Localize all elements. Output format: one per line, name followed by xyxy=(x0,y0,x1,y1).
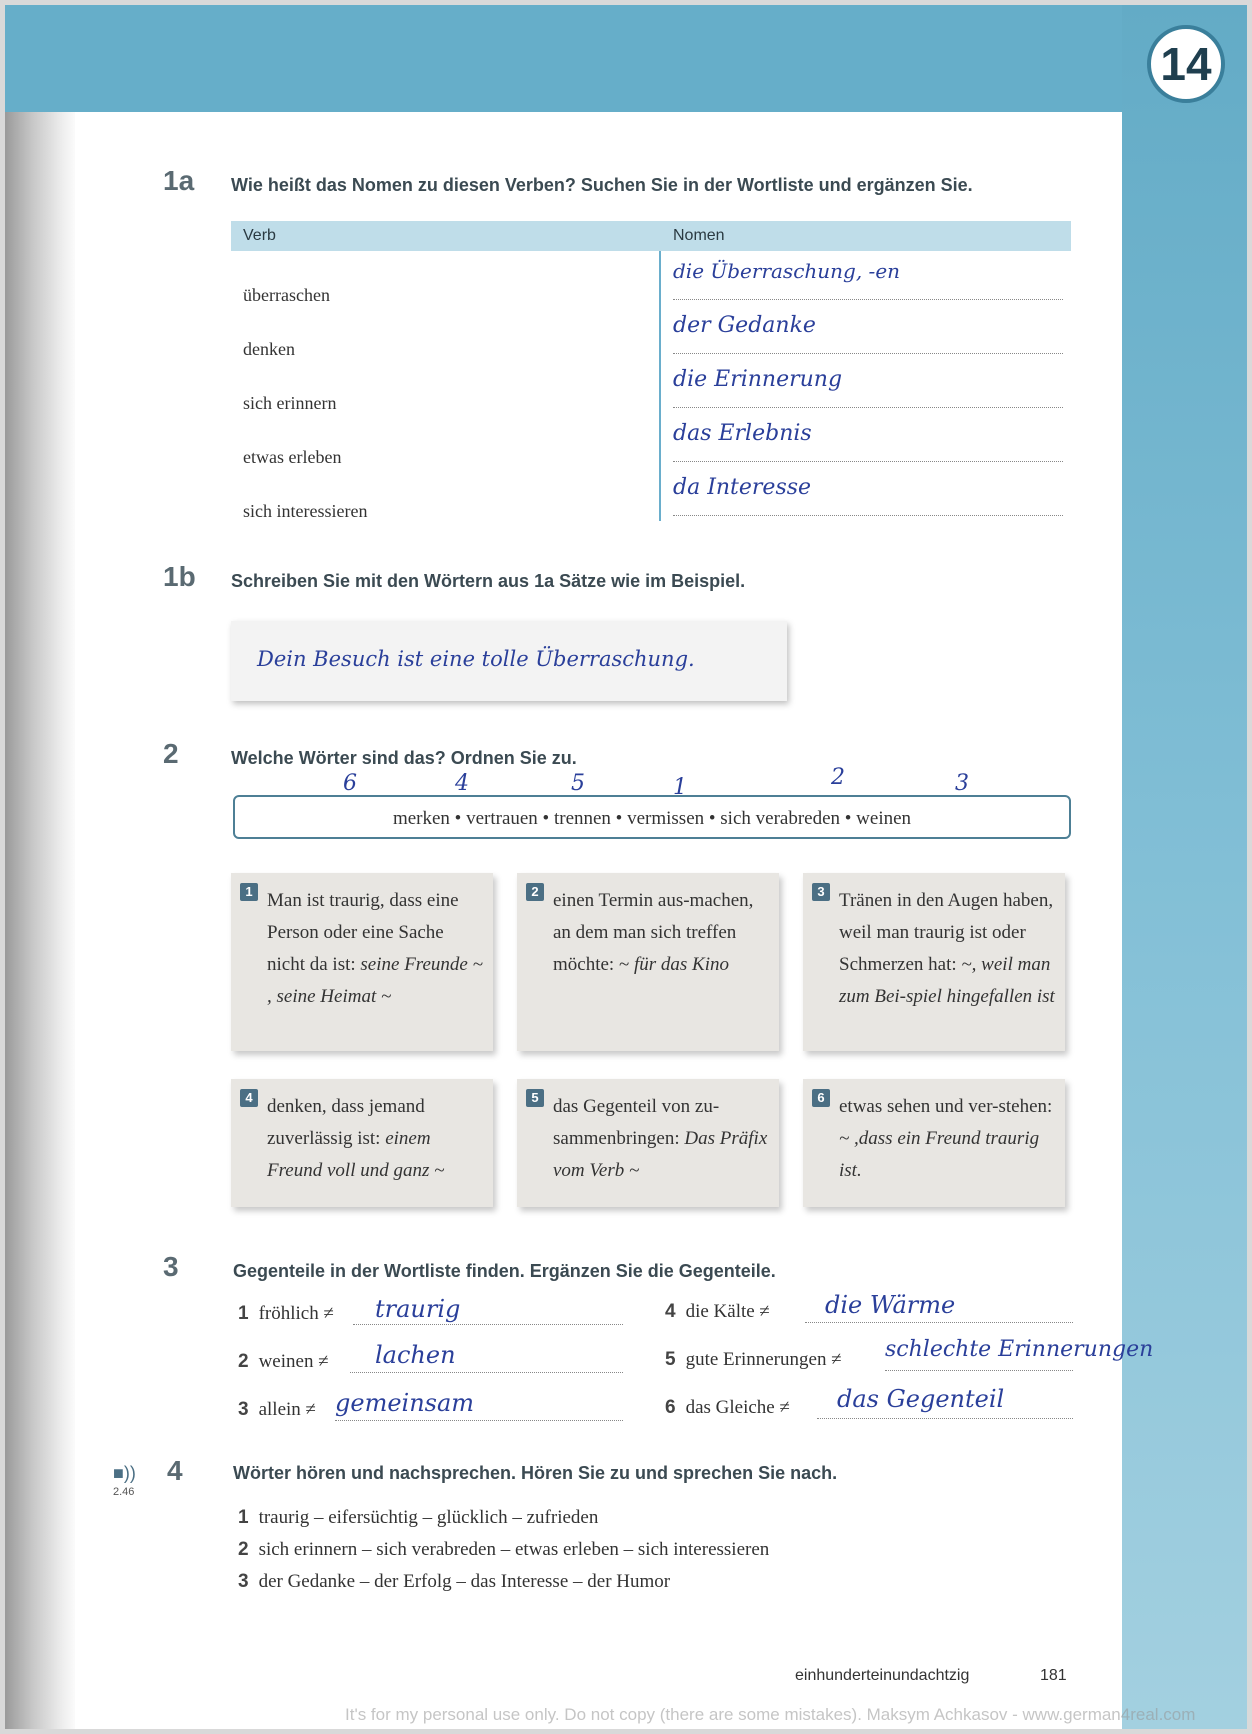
answer-line xyxy=(805,1321,1073,1323)
verb-cell: etwas erleben xyxy=(243,447,342,467)
opposite-answer[interactable]: das Gegenteil xyxy=(837,1385,1005,1413)
card-number: 2 xyxy=(526,883,544,901)
workbook-page xyxy=(5,5,1247,1729)
opposite-answer[interactable]: gemeinsam xyxy=(335,1389,475,1417)
opposite-answer[interactable]: schlechte Erinnerungen xyxy=(885,1337,1154,1362)
audio-track-number: 2.46 xyxy=(113,1486,135,1498)
card-text: das Gegenteil von zu-sammenbringen: Das Präfix vom Verb ~ xyxy=(553,1096,768,1181)
listening-line: 2 sich erinnern – sich verabreden – etwas erleben – sich interessieren xyxy=(238,1539,770,1560)
answer-line xyxy=(885,1369,1073,1371)
listening-line: 3 der Gedanke – der Erfolg – das Interesse – der Humor xyxy=(238,1571,671,1592)
handwritten-number: 2 xyxy=(831,765,845,790)
definition-card-3 xyxy=(803,873,1065,1051)
opposite-item: 5 gute Erinnerungen ≠ xyxy=(665,1349,842,1370)
word-list: merken • vertrauen • trennen • vermissen • sich verabreden • weinen xyxy=(392,808,912,829)
opposite-item: 1 fröhlich ≠ xyxy=(238,1303,334,1324)
noun-answer-field[interactable]: die Überraschung, -en xyxy=(673,259,1063,300)
header-verb: Verb xyxy=(243,227,276,244)
card-text: Man ist traurig, dass eine Person oder eine Sache nicht da ist: seine Freunde ~ , seine Heimat ~ xyxy=(267,890,483,1007)
card-number: 4 xyxy=(240,1089,258,1107)
chapter-badge: 14 xyxy=(1147,25,1225,103)
definition-card-1 xyxy=(231,873,493,1051)
right-margin-strip xyxy=(1122,5,1247,1729)
watermark: It's for my personal use only. Do not copy (there are some mistakes). Maksym Achkasov - www.german4real.com xyxy=(345,1705,1196,1724)
speaker-icon: ■)) xyxy=(113,1463,136,1483)
handwritten-number: 6 xyxy=(343,771,357,796)
answer-line xyxy=(817,1417,1073,1419)
word-list-box xyxy=(233,795,1071,839)
opposite-item: 4 die Kälte ≠ xyxy=(665,1301,770,1322)
card-text: etwas sehen und ver-stehen: ~ ,dass ein Freund traurig ist. xyxy=(839,1096,1053,1181)
exercise-1b-number: 1b xyxy=(163,561,196,592)
definition-card-2 xyxy=(517,873,779,1051)
verb-cell: überraschen xyxy=(243,285,330,305)
exercise-1a-number: 1a xyxy=(163,165,195,196)
card-number: 1 xyxy=(240,883,258,901)
handwritten-number: 3 xyxy=(955,771,969,796)
example-sentence: Dein Besuch ist eine tolle Überraschung. xyxy=(257,647,695,671)
exercise-3-instruction: Gegenteile in der Wortliste finden. Ergänzen Sie die Gegenteile. xyxy=(233,1261,776,1281)
handwritten-number: 1 xyxy=(673,775,687,800)
opposite-item: 3 allein ≠ xyxy=(238,1399,316,1420)
audio-indicator[interactable] xyxy=(113,1463,136,1498)
card-number: 6 xyxy=(812,1089,830,1107)
noun-answer-field[interactable]: die Erinnerung xyxy=(673,367,1063,408)
page-number-words: einhunderteinundachtzig xyxy=(795,1667,970,1684)
verb-cell: denken xyxy=(243,339,295,359)
exercise-1a-instruction: Wie heißt das Nomen zu diesen Verben? Suchen Sie in der Wortliste und ergänzen Sie. xyxy=(231,175,973,195)
exercise-2-number: 2 xyxy=(163,738,179,769)
answer-line xyxy=(350,1371,623,1373)
noun-answer-field[interactable]: da Interesse xyxy=(673,475,1063,516)
exercise-2-instruction: Welche Wörter sind das? Ordnen Sie zu. xyxy=(231,748,577,768)
verb-cell: sich erinnern xyxy=(243,393,337,413)
page-number: 181 xyxy=(1040,1667,1067,1684)
book-spine-shadow xyxy=(5,5,75,1729)
card-text: denken, dass jemand zuverlässig ist: einem Freund voll und ganz ~ xyxy=(267,1096,445,1181)
exercise-1b-instruction: Schreiben Sie mit den Wörtern aus 1a Sätze wie im Beispiel. xyxy=(231,571,746,591)
table-header xyxy=(231,221,1071,251)
definition-card-5 xyxy=(517,1079,779,1207)
opposite-answer[interactable]: die Wärme xyxy=(825,1291,956,1319)
header-noun: Nomen xyxy=(673,227,725,244)
card-text: Tränen in den Augen haben, weil man traurig ist oder Schmerzen hat: ~, weil man zum Bei-spiel hingefallen ist xyxy=(839,890,1055,1007)
exercise-3-number: 3 xyxy=(163,1251,179,1282)
exercise-4-number: 4 xyxy=(167,1455,183,1486)
card-text: einen Termin aus-machen, an dem man sich treffen möchte: ~ für das Kino xyxy=(553,890,754,975)
card-number: 3 xyxy=(812,883,830,901)
example-sentence-box xyxy=(231,621,787,701)
answer-line xyxy=(335,1419,623,1421)
opposite-item: 2 weinen ≠ xyxy=(238,1351,329,1372)
answer-line xyxy=(353,1323,623,1325)
opposite-answer[interactable]: lachen xyxy=(375,1341,456,1369)
handwritten-number: 5 xyxy=(571,771,585,796)
verb-cell: sich interessieren xyxy=(243,501,368,521)
exercise-4-instruction: Wörter hören und nachsprechen. Hören Sie zu und sprechen Sie nach. xyxy=(233,1463,838,1483)
table-divider xyxy=(659,251,661,521)
noun-answer-field[interactable]: das Erlebnis xyxy=(673,421,1063,462)
definition-card-4 xyxy=(231,1079,493,1207)
handwritten-number: 4 xyxy=(455,771,469,796)
opposite-answer[interactable]: traurig xyxy=(375,1295,461,1323)
header-bar xyxy=(5,5,1247,112)
definition-card-6 xyxy=(803,1079,1065,1207)
opposite-item: 6 das Gleiche ≠ xyxy=(665,1397,790,1418)
listening-line: 1 traurig – eifersüchtig – glücklich – zufrieden xyxy=(238,1507,599,1528)
noun-answer-field[interactable]: der Gedanke xyxy=(673,313,1063,354)
card-number: 5 xyxy=(526,1089,544,1107)
